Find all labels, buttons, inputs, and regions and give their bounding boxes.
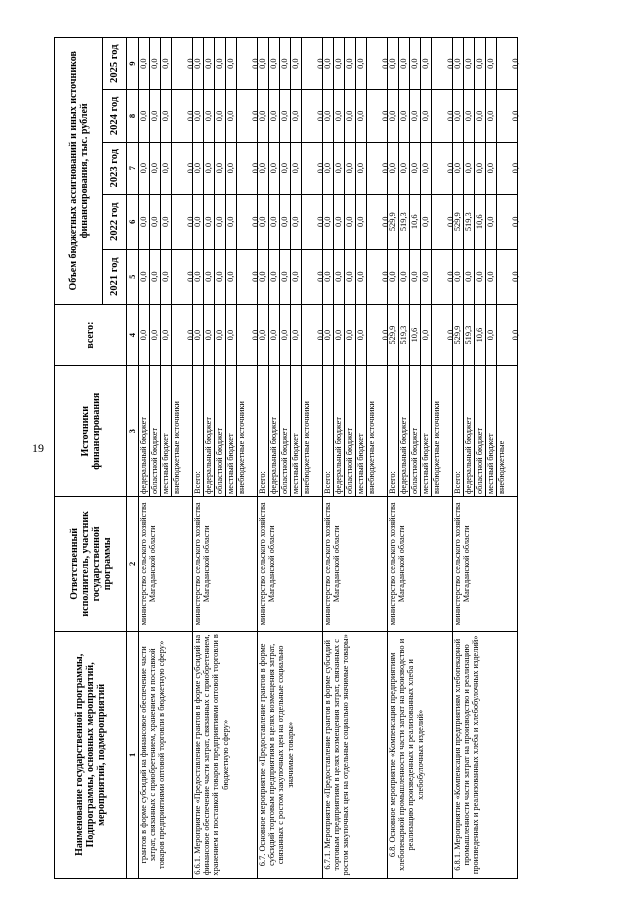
amount-cell: 0,0: [511, 271, 520, 282]
year-values: [323, 142, 388, 194]
amount-cell: 0,0: [410, 143, 421, 194]
amount-cell: 529,9: [388, 195, 399, 249]
amount-cell: 0,0: [316, 216, 325, 227]
amount-cell: 0,0: [193, 195, 204, 249]
amount-cell: 0,0: [421, 143, 432, 194]
amount-cell: 0,0: [215, 195, 226, 249]
amount-cell: 0,0: [150, 143, 161, 194]
amount-cell: 0,0: [251, 329, 260, 341]
amount-cell: 0,0: [356, 38, 367, 89]
year-values: [258, 90, 323, 142]
amount-cell: 0,0: [193, 305, 204, 366]
amount-cell: 0,0: [446, 271, 455, 282]
amount-cell: 0,0: [410, 250, 421, 304]
header-total: всего:: [55, 304, 127, 366]
year-values: [193, 249, 258, 304]
amount-cell: 0,0: [269, 143, 280, 194]
amount-cell: 0,0: [161, 305, 172, 366]
table-row: [139, 38, 193, 879]
amount-cell: 0,0: [161, 195, 172, 249]
funding-source: местный бюджет: [291, 366, 302, 496]
total-values: [453, 304, 518, 366]
funding-sources: [453, 366, 518, 497]
amount-cell: 0,0: [475, 250, 486, 304]
amount-cell: 0,0: [258, 305, 269, 366]
amount-cell: 0,0: [150, 195, 161, 249]
column-number: 7: [127, 142, 139, 194]
table-row: [258, 38, 323, 879]
funding-source: местный бюджет: [421, 366, 432, 496]
funding-sources: [139, 366, 193, 497]
funding-source: федеральный бюджет: [269, 366, 280, 496]
column-number: 2: [127, 497, 139, 632]
activity-name: 6.8.1. Мероприятие «Компенсация предприятиям хлебопекарной промышленности части затрат на производство и реализацию произведенных и реализованных хлеба и хлебобулочных изделий»: [453, 631, 518, 878]
year-values: [139, 90, 193, 142]
amount-cell: 0,0: [258, 38, 269, 89]
amount-cell: 0,0: [186, 58, 195, 69]
amount-cell: 0,0: [323, 195, 334, 249]
amount-cell: 0,0: [464, 143, 475, 194]
header-responsible: Ответственный исполнитель, участник государственной программы: [55, 497, 127, 632]
amount-cell: 0,0: [150, 305, 161, 366]
amount-cell: 0,0: [446, 58, 455, 69]
amount-cell: 0,0: [316, 329, 325, 341]
year-values: [258, 194, 323, 249]
amount-cell: 0,0: [334, 305, 345, 366]
year-values: [139, 194, 193, 249]
total-values: [388, 304, 453, 366]
amount-cell: 0,0: [186, 216, 195, 227]
amount-cell: 0,0: [334, 90, 345, 141]
amount-cell: 0,0: [150, 250, 161, 304]
funding-source: областной бюджет: [150, 366, 161, 496]
amount-cell: 0,0: [356, 143, 367, 194]
table-row: [323, 38, 388, 879]
amount-cell: 0,0: [258, 143, 269, 194]
amount-cell: 0,0: [323, 38, 334, 89]
amount-cell: 0,0: [388, 38, 399, 89]
amount-cell: 0,0: [161, 38, 172, 89]
amount-cell: 0,0: [193, 90, 204, 141]
year-values: [323, 249, 388, 304]
amount-cell: 10,6: [410, 305, 421, 366]
year-values: [258, 38, 323, 90]
amount-cell: 0,0: [193, 250, 204, 304]
amount-cell: 0,0: [323, 250, 334, 304]
amount-cell: 0,0: [511, 216, 520, 227]
table-row: [453, 38, 518, 879]
amount-cell: 0,0: [486, 305, 497, 366]
year-values: [193, 38, 258, 90]
amount-cell: 0,0: [446, 216, 455, 227]
amount-cell: 0,0: [269, 38, 280, 89]
year-values: [323, 90, 388, 142]
column-number: 4: [127, 304, 139, 366]
rotated-table-container: [54, 37, 582, 879]
amount-cell: 0,0: [334, 195, 345, 249]
amount-cell: 0,0: [215, 38, 226, 89]
activity-name: 6.7.1. Мероприятие «Предоставление грантов в форме субсидий торговым предприятиям в целях возмещения затрат, связанных с ростом закупочных цен на отдельные социально значимые товары»: [323, 631, 388, 878]
amount-cell: 0,0: [280, 250, 291, 304]
amount-cell: 0,0: [356, 305, 367, 366]
amount-cell: 0,0: [381, 58, 390, 69]
funding-sources: [193, 366, 258, 497]
funding-sources: [388, 366, 453, 497]
activity-name: грантов в форме субсидий на финансовое обеспечение части затрат, связанных с приобретением, хранением и поставкой товаров предприятиями оптовой торговли в бюджетную сферу»: [139, 631, 193, 878]
amount-cell: 0,0: [226, 90, 237, 141]
amount-cell: 0,0: [345, 143, 356, 194]
amount-cell: 10,6: [475, 195, 486, 249]
funding-source: Всего:: [258, 366, 269, 496]
responsible-executor: министерство сельского хозяйства Магаданской области: [323, 497, 388, 632]
activity-name: 6.6.1. Мероприятие «Предоставление грантов в форме субсидий на финансовое обеспечение части затрат, связанных с приобретением, хранением и поставкой товаров предприятиями оптовой торговли в бюджетную сферу»: [193, 631, 258, 878]
amount-cell: 0,0: [215, 90, 226, 141]
amount-cell: 0,0: [486, 250, 497, 304]
column-number: 9: [127, 38, 139, 90]
amount-cell: 0,0: [258, 195, 269, 249]
header-funding-group: Объем бюджетных ассигнований и иных источников финансирования, тыс. рублей: [55, 38, 103, 305]
total-values: [193, 304, 258, 366]
amount-cell: 0,0: [511, 110, 520, 122]
amount-cell: 0,0: [399, 90, 410, 141]
amount-cell: 0,0: [475, 143, 486, 194]
column-number: 1: [127, 631, 139, 878]
responsible-executor: министерство сельского хозяйства Магаданской области: [388, 497, 453, 632]
amount-cell: 0,0: [511, 162, 520, 174]
amount-cell: 0,0: [204, 90, 215, 141]
amount-cell: 0,0: [323, 305, 334, 366]
amount-cell: 0,0: [258, 90, 269, 141]
table-row: [388, 38, 453, 879]
column-number: 6: [127, 194, 139, 249]
amount-cell: 0,0: [226, 38, 237, 89]
responsible-executor: министерство сельского хозяйства Магаданской области: [258, 497, 323, 632]
responsible-executor: министерство сельского хозяйства Магаданской области: [139, 497, 193, 632]
amount-cell: 0,0: [204, 250, 215, 304]
amount-cell: 0,0: [345, 250, 356, 304]
year-values: [193, 90, 258, 142]
amount-cell: 529,9: [453, 195, 464, 249]
amount-cell: 0,0: [446, 162, 455, 174]
amount-cell: 0,0: [334, 38, 345, 89]
amount-cell: 0,0: [215, 305, 226, 366]
year-values: [139, 142, 193, 194]
amount-cell: 0,0: [421, 195, 432, 249]
amount-cell: 10,6: [475, 305, 486, 366]
amount-cell: 0,0: [186, 110, 195, 122]
funding-source: местный бюджет: [486, 366, 497, 496]
amount-cell: 0,0: [345, 195, 356, 249]
amount-cell: 0,0: [291, 250, 302, 304]
amount-cell: 0,0: [258, 250, 269, 304]
responsible-executor: министерство сельского хозяйства Магаданской области: [193, 497, 258, 632]
year-values: [258, 142, 323, 194]
amount-cell: 0,0: [410, 90, 421, 141]
funding-source: внебюджетные источники: [237, 401, 246, 495]
amount-cell: 0,0: [215, 250, 226, 304]
amount-cell: 0,0: [193, 38, 204, 89]
funding-source: областной бюджет: [280, 366, 291, 496]
amount-cell: 0,0: [381, 162, 390, 174]
amount-cell: 0,0: [161, 250, 172, 304]
amount-cell: 0,0: [345, 38, 356, 89]
funding-source: федеральный бюджет: [399, 366, 410, 496]
amount-cell: 529,9: [388, 305, 399, 366]
funding-source: местный бюджет: [161, 366, 172, 496]
funding-sources: [323, 366, 388, 497]
funding-source: Всего:: [453, 366, 464, 496]
amount-cell: 519,3: [464, 305, 475, 366]
amount-cell: 519,3: [399, 195, 410, 249]
amount-cell: 0,0: [215, 143, 226, 194]
amount-cell: 0,0: [226, 250, 237, 304]
amount-cell: 0,0: [161, 90, 172, 141]
funding-source: местный бюджет: [226, 366, 237, 496]
funding-source: федеральный бюджет: [139, 366, 150, 496]
amount-cell: 0,0: [486, 143, 497, 194]
amount-cell: 0,0: [280, 143, 291, 194]
amount-cell: 0,0: [421, 305, 432, 366]
amount-cell: 0,0: [453, 143, 464, 194]
amount-cell: 0,0: [251, 216, 260, 227]
amount-cell: 0,0: [323, 143, 334, 194]
funding-source: местный бюджет: [356, 366, 367, 496]
amount-cell: 0,0: [150, 38, 161, 89]
header-program-name: Наименование государственной программы, Подпрограммы, основных мероприятий, мероприятий, подмероприятий: [55, 631, 127, 878]
funding-source: Всего:: [323, 366, 334, 496]
year-values: [453, 38, 518, 90]
amount-cell: 0,0: [193, 143, 204, 194]
amount-cell: 519,3: [399, 305, 410, 366]
activity-name: 6.8. Основное мероприятие «Компенсация предприятиям хлебопекарной промышленности части затрат на производство и реализацию произведенных и реализованных хлеба и хлебобулочных изделий»: [388, 631, 453, 878]
header-year: 2024 год: [103, 90, 127, 142]
amount-cell: 0,0: [356, 195, 367, 249]
funding-source: областной бюджет: [345, 366, 356, 496]
amount-cell: 0,0: [204, 38, 215, 89]
year-values: [453, 90, 518, 142]
year-values: [388, 194, 453, 249]
header-year: 2025 год: [103, 38, 127, 90]
amount-cell: 0,0: [410, 38, 421, 89]
funding-source: внебюджетные источники: [432, 401, 441, 495]
funding-source: федеральный бюджет: [334, 366, 345, 496]
funding-source: областной бюджет: [215, 366, 226, 496]
amount-cell: 0,0: [186, 271, 195, 282]
amount-cell: 0,0: [453, 250, 464, 304]
funding-sources: [258, 366, 323, 497]
amount-cell: 0,0: [421, 90, 432, 141]
amount-cell: 0,0: [291, 143, 302, 194]
year-values: [258, 249, 323, 304]
total-values: [139, 304, 193, 366]
amount-cell: 0,0: [453, 38, 464, 89]
amount-cell: 0,0: [316, 58, 325, 69]
year-values: [453, 194, 518, 249]
amount-cell: 0,0: [204, 305, 215, 366]
amount-cell: 0,0: [334, 143, 345, 194]
amount-cell: 0,0: [139, 90, 150, 141]
header-year: 2022 год: [103, 194, 127, 249]
amount-cell: 0,0: [226, 143, 237, 194]
amount-cell: 0,0: [251, 162, 260, 174]
year-values: [323, 38, 388, 90]
amount-cell: 0,0: [269, 195, 280, 249]
amount-cell: 0,0: [421, 250, 432, 304]
amount-cell: 0,0: [323, 90, 334, 141]
column-number: 3: [127, 366, 139, 497]
year-values: [193, 194, 258, 249]
amount-cell: 519,3: [464, 195, 475, 249]
funding-source: Всего:: [193, 366, 204, 496]
amount-cell: 0,0: [345, 305, 356, 366]
amount-cell: 0,0: [345, 90, 356, 141]
funding-source: федеральный бюджет: [204, 366, 215, 496]
year-values: [388, 38, 453, 90]
funding-source: внебюджетные источники: [172, 401, 181, 495]
year-values: [453, 249, 518, 304]
amount-cell: 0,0: [150, 90, 161, 141]
funding-source: федеральный бюджет: [464, 366, 475, 496]
funding-source: Всего:: [388, 366, 399, 496]
amount-cell: 0,0: [251, 271, 260, 282]
amount-cell: 0,0: [251, 110, 260, 122]
amount-cell: 0,0: [399, 250, 410, 304]
amount-cell: 0,0: [381, 216, 390, 227]
amount-cell: 0,0: [486, 195, 497, 249]
amount-cell: 0,0: [486, 38, 497, 89]
amount-cell: 0,0: [421, 38, 432, 89]
amount-cell: 0,0: [269, 305, 280, 366]
year-values: [323, 194, 388, 249]
amount-cell: 0,0: [139, 195, 150, 249]
amount-cell: 0,0: [388, 143, 399, 194]
header-year: 2023 год: [103, 142, 127, 194]
table-row: [193, 38, 258, 879]
amount-cell: 0,0: [291, 195, 302, 249]
amount-cell: 0,0: [356, 250, 367, 304]
header-year: 2021 год: [103, 249, 127, 304]
page-number: 19: [32, 441, 44, 455]
amount-cell: 10,6: [410, 195, 421, 249]
amount-cell: 0,0: [446, 110, 455, 122]
amount-cell: 0,0: [186, 329, 195, 341]
amount-cell: 0,0: [280, 90, 291, 141]
amount-cell: 0,0: [251, 58, 260, 69]
year-values: [388, 249, 453, 304]
amount-cell: 0,0: [280, 38, 291, 89]
year-values: [139, 38, 193, 90]
funding-source: областной бюджет: [410, 366, 421, 496]
year-values: [388, 142, 453, 194]
amount-cell: 0,0: [399, 143, 410, 194]
amount-cell: 0,0: [316, 110, 325, 122]
year-values: [453, 142, 518, 194]
amount-cell: 0,0: [511, 329, 520, 341]
amount-cell: 0,0: [139, 143, 150, 194]
amount-cell: 0,0: [161, 143, 172, 194]
amount-cell: 0,0: [204, 143, 215, 194]
amount-cell: 0,0: [475, 90, 486, 141]
amount-cell: 0,0: [464, 38, 475, 89]
activity-name: 6.7. Основное мероприятие «Предоставление грантов в форме субсидий торговым предприятиям в целях возмещения затрат, связанных с ростом закупочных цен на отдельные социально значимые товары»: [258, 631, 323, 878]
amount-cell: 0,0: [280, 195, 291, 249]
header-sources: Источники финансирования: [55, 366, 127, 497]
amount-cell: 0,0: [464, 90, 475, 141]
amount-cell: 0,0: [316, 271, 325, 282]
total-values: [258, 304, 323, 366]
funding-source: внебюджетные источники: [302, 401, 311, 495]
amount-cell: 0,0: [334, 250, 345, 304]
amount-cell: 0,0: [486, 90, 497, 141]
amount-cell: 0,0: [316, 162, 325, 174]
amount-cell: 0,0: [139, 38, 150, 89]
amount-cell: 0,0: [464, 250, 475, 304]
amount-cell: 0,0: [291, 305, 302, 366]
funding-source: внебюджетные источники: [367, 401, 376, 495]
budget-table: [54, 37, 518, 879]
amount-cell: 0,0: [204, 195, 215, 249]
amount-cell: 0,0: [139, 305, 150, 366]
amount-cell: 0,0: [475, 38, 486, 89]
amount-cell: 529,9: [453, 305, 464, 366]
amount-cell: 0,0: [388, 250, 399, 304]
total-values: [323, 304, 388, 366]
funding-source: областной бюджет: [475, 366, 486, 496]
amount-cell: 0,0: [280, 305, 291, 366]
amount-cell: 0,0: [381, 110, 390, 122]
amount-cell: 0,0: [269, 90, 280, 141]
amount-cell: 0,0: [139, 250, 150, 304]
amount-cell: 0,0: [356, 90, 367, 141]
responsible-executor: министерство сельского хозяйства Магаданской области: [453, 497, 518, 632]
column-number: 5: [127, 249, 139, 304]
amount-cell: 0,0: [381, 329, 390, 341]
amount-cell: 0,0: [446, 329, 455, 341]
amount-cell: 0,0: [453, 90, 464, 141]
amount-cell: 0,0: [388, 90, 399, 141]
amount-cell: 0,0: [291, 38, 302, 89]
table-body: [139, 38, 518, 879]
amount-cell: 0,0: [399, 38, 410, 89]
amount-cell: 0,0: [381, 271, 390, 282]
amount-cell: 0,0: [186, 162, 195, 174]
year-values: [193, 142, 258, 194]
year-values: [139, 249, 193, 304]
amount-cell: 0,0: [269, 250, 280, 304]
amount-cell: 0,0: [226, 195, 237, 249]
amount-cell: 0,0: [291, 90, 302, 141]
amount-cell: 0,0: [511, 58, 520, 69]
amount-cell: 0,0: [226, 305, 237, 366]
year-values: [388, 90, 453, 142]
funding-source: внебюджетные: [497, 440, 506, 495]
column-number: 8: [127, 90, 139, 142]
